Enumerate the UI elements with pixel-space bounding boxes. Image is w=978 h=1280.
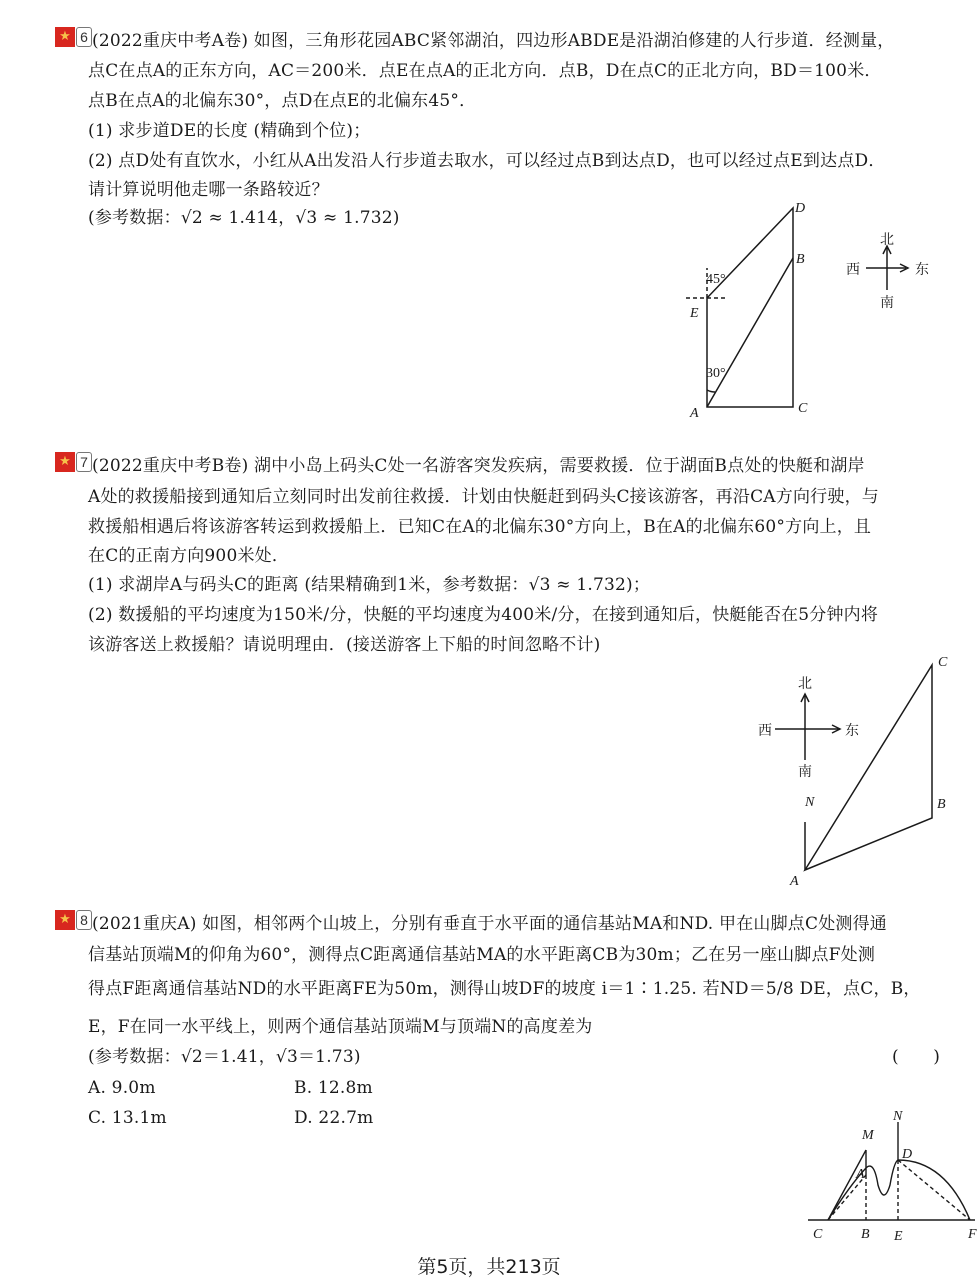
label-A: A <box>790 874 799 889</box>
option-b: B. 12.8m <box>294 1078 373 1098</box>
q6-line: 点C在点A的正东方向，AC＝200米．点E在点A的正北方向．点B，D在点C的正北方向，BD＝100米． <box>88 61 882 81</box>
q6-line: 点B在点A的北偏东30°，点D在点E的北偏东45°． <box>88 91 477 111</box>
label-N: N <box>893 1109 903 1124</box>
label-M: M <box>862 1128 874 1143</box>
answer-blank: ( ) <box>892 1047 941 1067</box>
label-B: B <box>796 252 805 267</box>
compass-north: 北 <box>798 677 812 692</box>
compass-east: 东 <box>845 724 859 739</box>
q7-line: 该游客送上救援船？请说明理由．(接送游客上下船的时间忽略不计) <box>88 635 601 655</box>
q8-line: E，F在同一水平线上，则两个通信基站顶端M与顶端N的高度差为 <box>88 1017 593 1037</box>
q7-line: 救援船相遇后将该游客转运到救援船上．已知C在A的北偏东30°方向上，B在A的北偏东60°方向上，且 <box>88 517 872 537</box>
option-c: C. 13.1m <box>88 1108 167 1128</box>
q6-line: 请计算说明他走哪一条路较近？ <box>88 180 329 200</box>
q6-line: (参考数据：√2 ≈ 1.414，√3 ≈ 1.732) <box>88 208 400 228</box>
q7-line: 在C的正南方向900米处． <box>88 546 290 566</box>
compass-south: 南 <box>798 765 812 780</box>
label-A: A <box>690 406 699 421</box>
label-D: D <box>795 201 806 216</box>
q8-line: (参考数据：√2＝1.41，√3＝1.73) <box>88 1047 361 1067</box>
option-a: A. 9.0m <box>88 1078 156 1098</box>
label-B: B <box>937 797 946 812</box>
q6-line: (2022重庆中考A卷) 如图，三角形花园ABC紧邻湖泊，四边形ABDE是沿湖泊修建的人行步道．经测量， <box>92 31 895 51</box>
star-icon: ★ <box>55 27 75 47</box>
label-E: E <box>690 306 699 321</box>
q8-line: 得点F距离通信基站ND的水平距离FE为50m，测得山坡DF的坡度 i＝1∶1.25. 若ND＝5/8 DE，点C，B， <box>88 979 921 999</box>
q7-line: A处的救援船接到通知后立刻同时出发前往救援．计划由快艇赶到码头C接该游客，再沿CA方向行驶，与 <box>88 487 879 507</box>
compass-west: 西 <box>758 724 772 739</box>
label-B: B <box>861 1227 870 1242</box>
q7-line: (1) 求湖岸A与码头C的距离 (结果精确到1米，参考数据：√3 ≈ 1.732)； <box>88 575 651 595</box>
label-F: F <box>968 1227 977 1242</box>
compass-north: 北 <box>880 233 894 248</box>
question-number: 7 <box>76 452 92 472</box>
q6-labels <box>689 201 929 421</box>
q6-line: (2) 点D处有直饮水，小红从A出发沿人行步道去取水，可以经过点B到达点D，也可以经过点E到达点D． <box>88 151 886 171</box>
compass-east: 东 <box>915 263 929 278</box>
angle-45: 45° <box>706 272 726 287</box>
q8-figure <box>808 1122 975 1220</box>
label-A: A <box>856 1167 865 1182</box>
star-icon: ★ <box>55 452 75 472</box>
label-D: D <box>902 1147 913 1162</box>
option-d: D. 22.7m <box>294 1108 374 1128</box>
q8-labels <box>813 1109 977 1244</box>
q8-line: (2021重庆A) 如图，相邻两个山坡上，分别有垂直于水平面的通信基站MA和ND. 甲在山脚点C处测得通 <box>92 914 888 934</box>
star-icon: ★ <box>55 910 75 930</box>
label-C: C <box>813 1227 823 1242</box>
label-C: C <box>798 401 808 416</box>
q8-line: 信基站顶端M的仰角为60°，测得点C距离通信基站MA的水平距离CB为30m；乙在另一座山脚点F处测 <box>88 945 876 965</box>
q7-line: (2022重庆中考B卷) 湖中小岛上码头C处一名游客突发疾病，需要救援．位于湖面B点处的快艇和湖岸 <box>92 456 865 476</box>
q6-line: (1) 求步道DE的长度 (精确到个位)； <box>88 121 371 141</box>
compass-south: 南 <box>880 296 894 311</box>
label-E: E <box>894 1229 903 1244</box>
label-N: N <box>805 795 815 810</box>
compass-west: 西 <box>846 263 860 278</box>
question-number: 8 <box>76 910 92 930</box>
label-C: C <box>938 655 948 670</box>
q7-labels <box>758 655 948 889</box>
page-footer: 第5页，共213页 <box>417 1256 561 1278</box>
q7-line: (2) 数援船的平均速度为150米/分，快艇的平均速度为400米/分，在接到通知后，快艇能否在5分钟内将 <box>88 605 879 625</box>
question-number: 6 <box>76 27 92 47</box>
angle-30: 30° <box>706 366 726 381</box>
